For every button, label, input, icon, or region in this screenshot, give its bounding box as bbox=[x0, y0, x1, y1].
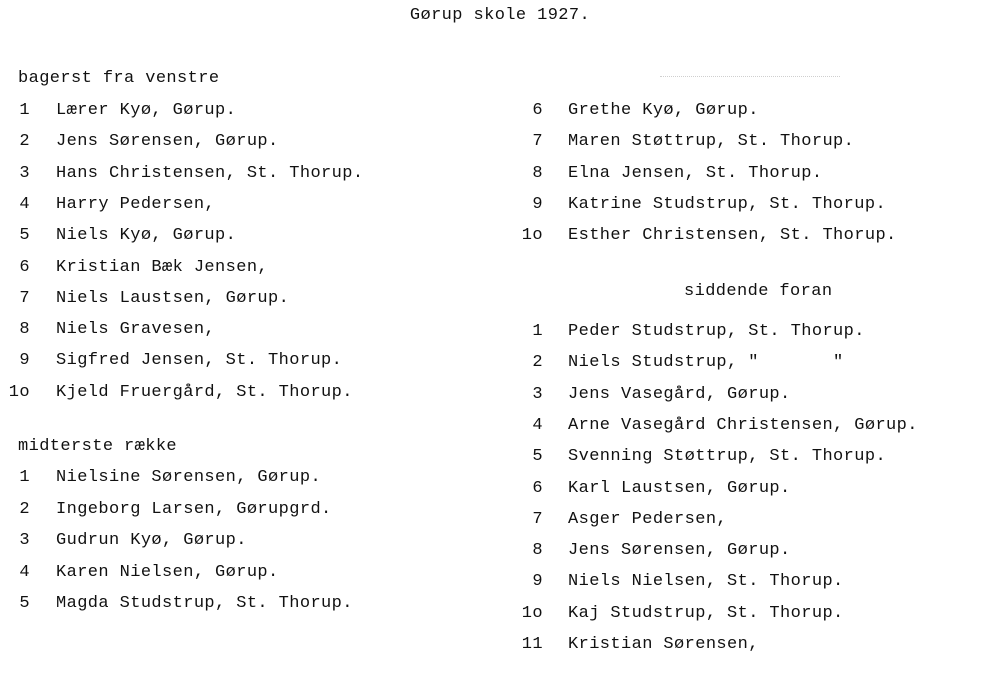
list-item-number: 8 bbox=[19, 320, 30, 340]
list-item-text: Katrine Studstrup, St. Thorup. bbox=[568, 194, 887, 214]
list-item-number: 1o bbox=[521, 226, 543, 246]
list-item-number: 7 bbox=[19, 288, 30, 308]
list-item-text: Maren Støttrup, St. Thorup. bbox=[568, 132, 855, 152]
list-item-number: 9 bbox=[532, 194, 543, 214]
list-item-number: 5 bbox=[532, 447, 543, 467]
list-item-number: 4 bbox=[19, 194, 30, 214]
list-item-number: 9 bbox=[532, 572, 543, 592]
list-item-text: Niels Studstrup, " " bbox=[568, 353, 844, 373]
list-item-text: Asger Pedersen, bbox=[568, 509, 728, 529]
list-item-text: Jens Vasegård, Gørup. bbox=[568, 384, 791, 404]
list-item-number: 6 bbox=[19, 257, 30, 277]
list-item-text: Arne Vasegård Christensen, Gørup. bbox=[568, 415, 918, 435]
list-item-text: Niels Nielsen, St. Thorup. bbox=[568, 572, 844, 592]
list-item-number: 3 bbox=[19, 531, 30, 550]
list-item-number: 2 bbox=[19, 499, 30, 519]
list-item-text: Harry Pedersen, bbox=[56, 194, 216, 214]
list-item-text: Kjeld Fruergård, St. Thorup. bbox=[56, 382, 353, 402]
list-item-text: Karl Laustsen, Gørup. bbox=[568, 478, 791, 498]
list-item-number: 1 bbox=[532, 322, 543, 341]
list-item-text: Svenning Støttrup, St. Thorup. bbox=[568, 447, 887, 467]
list-item-number: 6 bbox=[532, 101, 543, 120]
list-item-number: 5 bbox=[19, 226, 30, 246]
list-item-number: 11 bbox=[521, 635, 543, 654]
front-row-heading: siddende foran bbox=[684, 282, 833, 301]
list-item-text: Jens Sørensen, Gørup. bbox=[568, 541, 791, 561]
list-item-number: 8 bbox=[532, 163, 543, 183]
list-item-text: Kristian Sørensen, bbox=[568, 635, 759, 654]
list-item-text: Hans Christensen, St. Thorup. bbox=[56, 163, 364, 183]
list-item-text: Nielsine Sørensen, Gørup. bbox=[56, 468, 322, 487]
list-item-text: Elna Jensen, St. Thorup. bbox=[568, 163, 823, 183]
list-item-number: 3 bbox=[19, 163, 30, 183]
list-item-number: 8 bbox=[532, 541, 543, 561]
list-item-number: 2 bbox=[532, 353, 543, 373]
list-item-number: 4 bbox=[19, 562, 30, 582]
list-item-number: 5 bbox=[19, 594, 30, 613]
list-item-text: Sigfred Jensen, St. Thorup. bbox=[56, 351, 343, 371]
middle-row-heading: midterste række bbox=[18, 437, 178, 456]
list-item-text: Esther Christensen, St. Thorup. bbox=[568, 226, 897, 246]
page-title: Gørup skole 1927. bbox=[409, 6, 591, 25]
list-item-number: 7 bbox=[532, 132, 543, 152]
list-item-number: 6 bbox=[532, 478, 543, 498]
back-row-heading: bagerst fra venstre bbox=[18, 69, 220, 88]
list-item-number: 4 bbox=[532, 415, 543, 435]
list-item-number: 2 bbox=[19, 132, 30, 152]
list-item-number: 1o bbox=[521, 603, 543, 623]
list-item-text: Niels Laustsen, Gørup. bbox=[56, 288, 290, 308]
list-item-text: Peder Studstrup, St. Thorup. bbox=[568, 322, 865, 341]
list-item-number: 1 bbox=[19, 468, 30, 487]
list-item-number: 1 bbox=[19, 101, 30, 120]
list-item-text: Gudrun Kyø, Gørup. bbox=[56, 531, 247, 550]
list-item-text: Niels Kyø, Gørup. bbox=[56, 226, 237, 246]
list-item-text: Kaj Studstrup, St. Thorup. bbox=[568, 603, 844, 623]
list-item-text: Grethe Kyø, Gørup. bbox=[568, 101, 759, 120]
list-item-text: Kristian Bæk Jensen, bbox=[56, 257, 269, 277]
faint-smudge bbox=[660, 76, 840, 85]
list-item-text: Jens Sørensen, Gørup. bbox=[56, 132, 279, 152]
list-item-text: Karen Nielsen, Gørup. bbox=[56, 562, 279, 582]
list-item-number: 1o bbox=[8, 382, 30, 402]
list-item-text: Ingeborg Larsen, Gørupgrd. bbox=[56, 499, 332, 519]
list-item-number: 7 bbox=[532, 509, 543, 529]
list-item-number: 3 bbox=[532, 384, 543, 404]
list-item-number: 9 bbox=[19, 351, 30, 371]
list-item-text: Niels Gravesen, bbox=[56, 320, 216, 340]
list-item-text: Lærer Kyø, Gørup. bbox=[56, 101, 237, 120]
list-item-text: Magda Studstrup, St. Thorup. bbox=[56, 594, 353, 613]
